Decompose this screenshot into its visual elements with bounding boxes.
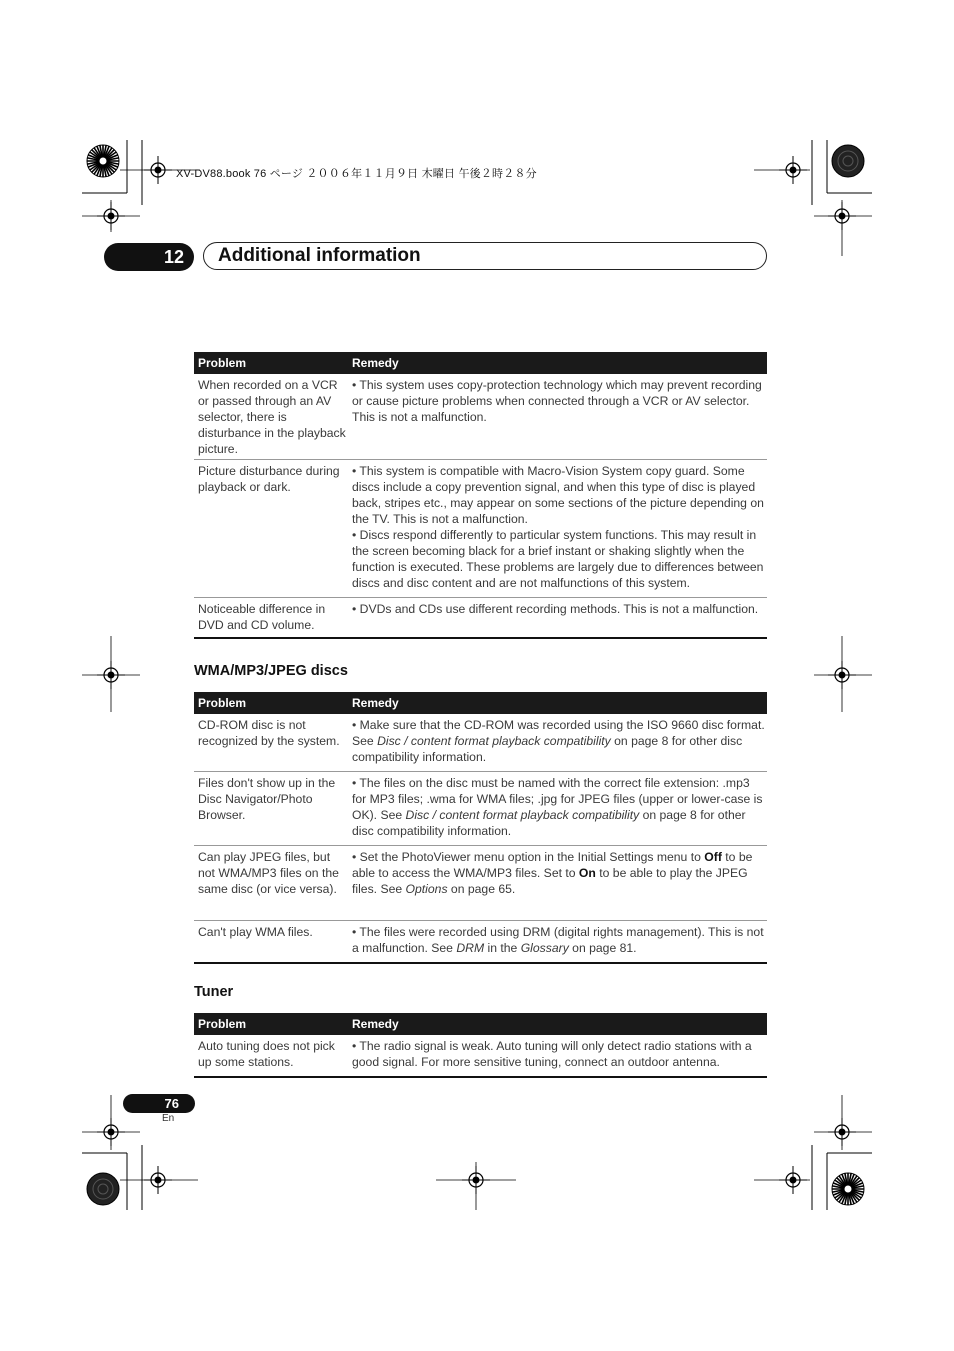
table-header <box>194 692 767 714</box>
print-header-note: XV-DV88.book 76 ページ ２００６年１１月９日 木曜日 午後２時２８分 <box>176 168 537 180</box>
table-row <box>194 846 767 921</box>
remedy-cell <box>348 772 765 845</box>
remedy-text: on page 8 for other disc compatibility information. <box>352 808 746 838</box>
problem-cell: Can play JPEG files, but not WMA/MP3 files on the same disc (or vice versa). <box>198 850 339 896</box>
remedy-text: in the <box>484 941 521 955</box>
remedy-text: on page 81. <box>568 941 637 955</box>
cross-reference: Options <box>405 882 448 896</box>
table-header <box>194 352 767 374</box>
remedy-text: to be able to play the JPEG files. See <box>352 866 748 896</box>
remedy-cell <box>348 714 765 771</box>
problem-cell: CD-ROM disc is not recognized by the system. <box>198 718 340 748</box>
remedy-text: on page 8 for other disc compatibility information. <box>352 734 743 764</box>
remedy-cell <box>348 460 765 597</box>
chapter-number: 12 <box>104 243 194 271</box>
remedy-text: • The files on the disc must be named with the correct file extension: .mp3 for MP3 files; .wma for WMA files; .jpg for JPEG files (upper or lower-case is OK). See <box>352 776 763 822</box>
section-title-tuner: Tuner <box>194 984 234 1000</box>
table-row <box>194 460 767 598</box>
table-row <box>194 772 767 846</box>
remedy-cell <box>348 921 765 962</box>
remedy-cell <box>348 846 765 920</box>
remedy-text: on page 65. <box>447 882 516 896</box>
table-row <box>194 921 767 962</box>
troubleshooting-table-wma <box>194 692 767 964</box>
remedy-cell <box>348 1035 765 1076</box>
cross-reference: Disc / content format playback compatibility <box>405 808 640 822</box>
problem-cell: When recorded on a VCR or passed through an AV selector, there is disturbance in the playback picture. <box>198 378 346 456</box>
setting-value-on: On <box>578 866 596 880</box>
remedy-cell <box>348 598 765 637</box>
remedy-text: • Make sure that the CD-ROM was recorded using the ISO 9660 disc format. See <box>352 718 765 748</box>
table-row <box>194 374 767 460</box>
remedy-text: • Set the PhotoViewer menu option in the Initial Settings menu to <box>352 850 705 864</box>
table-row <box>194 714 767 772</box>
problem-cell: Auto tuning does not pick up some stations. <box>198 1039 335 1069</box>
problem-cell: Files don't show up in the Disc Navigator/Photo Browser. <box>198 776 336 822</box>
page-language: En <box>162 1113 175 1124</box>
cross-reference: Disc / content format playback compatibility <box>377 734 611 748</box>
remedy-text: • This system uses copy-protection technology which may prevent recording or cause picture problems when connected through a VCR or AV selector. This is not a malfunction. <box>352 378 762 424</box>
troubleshooting-table-general <box>194 352 767 639</box>
problem-cell: Picture disturbance during playback or dark. <box>198 464 340 494</box>
remedy-text: • This system is compatible with Macro-Vision System copy guard. Some discs include a copy prevention signal, and when this type of disc is played back, stripes etc., may appear on some sections of the picture depending on the TV. This is not a malfunction. <box>352 464 764 526</box>
problem-header: Problem <box>198 1017 247 1031</box>
section-title-wma: WMA/MP3/JPEG discs <box>194 663 348 679</box>
remedy-header: Remedy <box>352 356 399 370</box>
table-row <box>194 598 767 637</box>
remedy-text: • DVDs and CDs use different recording methods. This is not a malfunction. <box>352 602 759 616</box>
remedy-text: • Discs respond differently to particular system functions. This may result in the screen becoming black for a brief instant or shaking slightly when the function is executed. These problems are largely due to differences between discs and disc content and are not malfunctions of this system. <box>352 528 764 590</box>
problem-header: Problem <box>198 696 247 710</box>
problem-header: Problem <box>198 356 247 370</box>
table-row <box>194 1035 767 1076</box>
chapter-title: Additional information <box>218 245 421 266</box>
cross-reference: DRM <box>456 941 485 955</box>
setting-value-off: Off <box>704 850 722 864</box>
remedy-header: Remedy <box>352 1017 399 1031</box>
problem-cell: Noticeable difference in DVD and CD volume. <box>198 602 326 632</box>
page-number: 76 <box>123 1094 195 1113</box>
remedy-header: Remedy <box>352 696 399 710</box>
remedy-cell <box>348 374 765 459</box>
chapter-title-box <box>203 242 767 270</box>
remedy-text: to be able to access the WMA/MP3 files. Set to <box>352 850 753 880</box>
troubleshooting-table-tuner <box>194 1013 767 1078</box>
problem-cell: Can't play WMA files. <box>198 925 313 939</box>
cross-reference: Glossary <box>520 941 569 955</box>
table-header <box>194 1013 767 1035</box>
remedy-text: • The files were recorded using DRM (digital rights management). This is not a malfunction. See <box>352 925 764 955</box>
remedy-text: • The radio signal is weak. Auto tuning will only detect radio stations with a good signal. For more sensitive tuning, connect an outdoor antenna. <box>352 1039 752 1069</box>
